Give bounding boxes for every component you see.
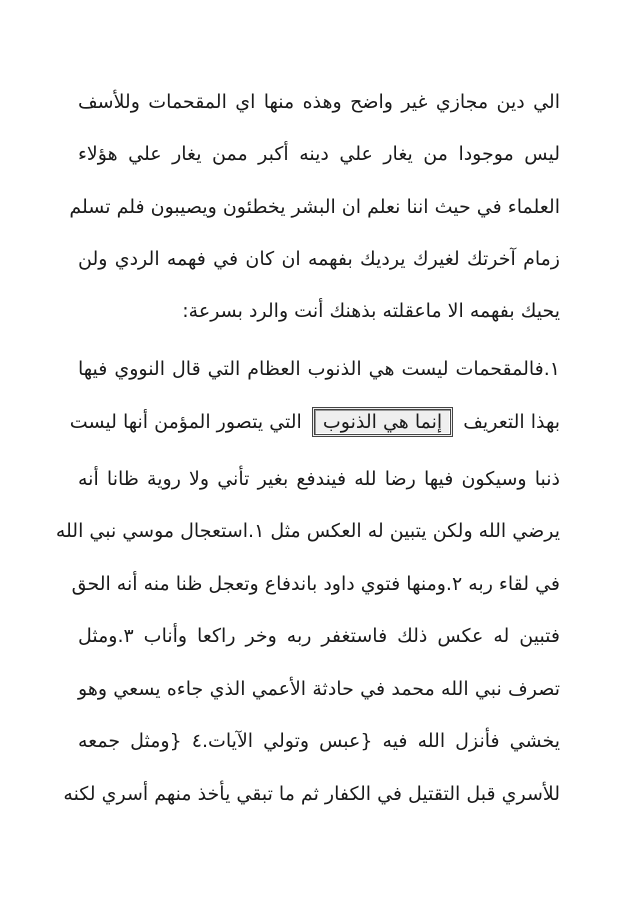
line7-after: التي يتصور المؤمن أنها ليست — [69, 411, 302, 433]
text-line-1: الي دين مجازي غير واضح وهذه منها اي المقحمات وللأسف — [78, 91, 560, 113]
line7-before: بهذا التعريف — [463, 411, 560, 433]
text-line-11: فتبين له عكس ذلك فاستغفر ربه وخر راكعا وأناب ٣.ومثل — [78, 625, 560, 647]
text-line-13: يخشي فأنزل الله فيه {عبس وتولي الآيات.٤ {ومثل جمعه — [78, 730, 560, 752]
text-line-7 — [69, 407, 560, 435]
text-line-12: تصرف نبي الله محمد في حادثة الأعمي الذي جاءه يسعي وهو — [78, 678, 560, 700]
text-line-3: العلماء في حيث اننا نعلم ان البشر يخطئون ويصيبون فلم تسلم — [69, 196, 560, 218]
text-line-10: في لقاء ربه ٢.ومنها فتوي داود باندفاع وتعجل ظنا منه أنه الحق — [71, 573, 560, 595]
highlighted-phrase-box: إنما هي الذنوب — [312, 407, 453, 437]
text-line-4: زمام آخرتك لغيرك يرديك بفهمه ان كان في فهمه الردي ولن — [78, 248, 560, 270]
text-line-9: يرضي الله ولكن يتبين له العكس مثل ١.استعجال موسي نبي الله — [55, 520, 560, 542]
text-line-14: للأسري قبل التقتيل في الكفار ثم ما تبقي يأخذ منهم أسري لكنه — [63, 783, 560, 805]
text-line-5: يحيك بفهمه الا ماعقلته بذهنك أنت والرد بسرعة: — [182, 300, 560, 322]
text-line-6: ١.فالمقحمات ليست هي الذنوب العظام التي قال النووي فيها — [78, 358, 560, 380]
text-line-8: ذنبا وسيكون فيها رضا لله فيندفع بغير تأني ولا روية ظانا أنه — [78, 468, 560, 490]
text-line-2: ليس موجودا من يغار علي دينه أكبر ممن يغار علي هؤلاء — [78, 143, 560, 165]
